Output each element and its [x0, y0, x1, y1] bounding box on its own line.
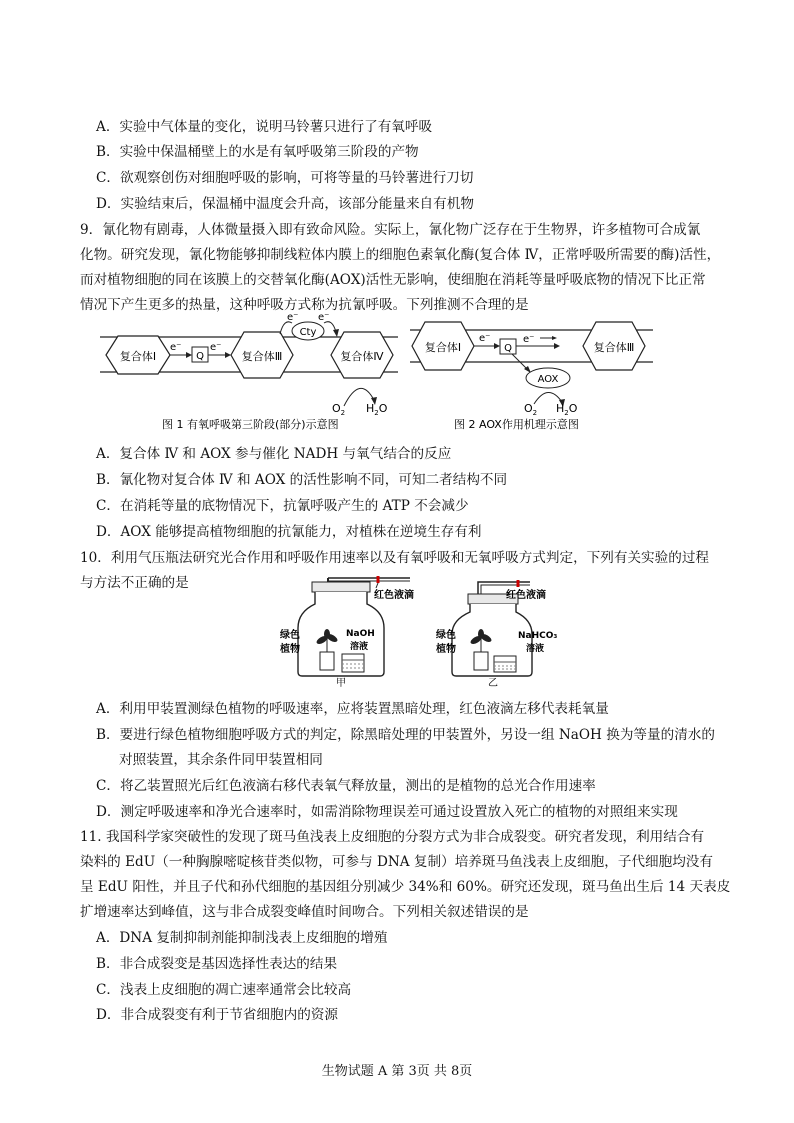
q9-stem-line: 9．氰化物有剧毒，人体微量摄入即有致命风险。实际上，氰化物广泛存在于生物界，许多植物可合成氰 [80, 222, 701, 238]
label-jia: 甲 [336, 678, 346, 688]
complex-4-label: 复合体Ⅳ [340, 350, 384, 363]
q11-option-a: A．DNA 复制抑制剂能抑制浅表上皮细胞的增殖 [96, 930, 388, 946]
plant-label-2: 植物 [280, 644, 300, 655]
plant-label-2: 植物 [436, 644, 456, 655]
q10-option-d: D．测定呼吸速率和净光合速率时，如需消除物理误差可通过设置放入死亡的植物的对照组来实现 [96, 804, 678, 820]
electron-label: e⁻ [210, 342, 222, 353]
cty-label: Cty [299, 327, 317, 338]
q9-option-b: B．氰化物对复合体 Ⅳ 和 AOX 的活性影响不同，可知二者结构不同 [96, 472, 508, 488]
nahco3-solution-label: 溶液 [526, 644, 545, 654]
aox-label: AOX [537, 374, 559, 385]
q9-figure [98, 312, 658, 434]
q11-stem-line: 染料的 EdU（一种胸腺嘧啶核苷类似物，可参与 DNA 复制）培养斑马鱼浅表上皮细胞，子代细胞均没有 [80, 854, 713, 870]
red-drop-label: 红色液滴 [374, 590, 414, 601]
q10-stem-line: 10．利用气压瓶法研究光合作用和呼吸作用速率以及有氧呼吸和无氧呼吸方式判定，下列有关实验的过程 [80, 550, 710, 566]
q11-option-c: C．浅表上皮细胞的凋亡速率通常会比较高 [96, 982, 352, 998]
complex-3-label: 复合体Ⅲ [593, 341, 635, 354]
q11-option-b: B．非合成裂变是基因选择性表达的结果 [96, 956, 338, 972]
label-yi: 乙 [488, 678, 498, 688]
complex-3-label: 复合体Ⅲ [241, 350, 283, 363]
naoh-label: NaOH [346, 629, 375, 639]
red-drop-label: 红色液滴 [506, 590, 546, 601]
q8-option-b: B．实验中保温桶壁上的水是有氧呼吸第三阶段的产物 [96, 144, 419, 160]
q8-option-a: A．实验中气体量的变化，说明马铃薯只进行了有氧呼吸 [96, 119, 433, 135]
electron-label: e⁻ [318, 312, 330, 323]
o2-label: $O_2$ [332, 402, 346, 417]
h2o-label: $H_2O$ [366, 402, 388, 417]
figure-1-caption: 图 1 有氧呼吸第三阶段(部分)示意图 [162, 418, 339, 431]
q9-option-d: D．AOX 能够提高植物细胞的抗氰能力，对植株在逆境生存有利 [96, 524, 482, 540]
q10-option-a: A．利用甲装置测绿色植物的呼吸速率，应将装置黑暗处理，红色液滴左移代表耗氧量 [96, 701, 609, 717]
q-label: Q [504, 343, 512, 354]
complex-1-label: 复合体Ⅰ [119, 350, 157, 363]
nahco3-label: NaHCO₃ [518, 631, 558, 641]
plant-label-1: 绿色 [280, 630, 300, 641]
electron-label: e⁻ [287, 312, 299, 323]
q10-option-c: C．将乙装置照光后红色液滴右移代表氧气释放量，测出的是植物的总光合作用速率 [96, 778, 596, 794]
q9-stem-line: 情况下产生更多的热量，这种呼吸方式称为抗氰呼吸。下列推测不合理的是 [80, 297, 529, 313]
q10-figure [280, 576, 570, 688]
q9-option-a: A．复合体 Ⅳ 和 AOX 参与催化 NADH 与氧气结合的反应 [96, 446, 452, 462]
q10-option-b-cont: 对照装置，其余条件同甲装置相同 [119, 752, 323, 768]
q11-stem-line: 扩增速率达到峰值，这与非合成裂变峰值时间吻合。下列相关叙述错误的是 [80, 904, 529, 920]
plant-label-1: 绿色 [436, 630, 456, 641]
q10-stem-line: 与方法不正确的是 [80, 575, 189, 591]
q-label: Q [196, 351, 204, 362]
complex-1-label: 复合体Ⅰ [424, 341, 462, 354]
page-footer: 生物试题 A 第 3页 共 8页 [321, 1064, 473, 1079]
electron-label: e⁻ [479, 333, 491, 344]
electron-label: e⁻ [170, 342, 182, 353]
q8-option-d: D．实验结束后，保温桶中温度会升高，该部分能量来自有机物 [96, 196, 474, 212]
electron-label: e⁻ [523, 334, 535, 345]
q9-option-c: C．在消耗等量的底物情况下，抗氰呼吸产生的 ATP 不会减少 [96, 498, 469, 514]
o2-label: $O_2$ [524, 402, 538, 417]
figure-2-caption: 图 2 AOX作用机理示意图 [454, 418, 579, 431]
q9-stem-line: 化物。研究发现，氰化物能够抑制线粒体内膜上的细胞色素氧化酶(复合体 Ⅳ，正常呼吸所需要的酶)活性， [80, 247, 721, 263]
q8-option-c: C．欲观察创伤对细胞呼吸的影响，可将等量的马铃薯进行刀切 [96, 170, 474, 186]
naoh-solution-label: 溶液 [350, 642, 369, 652]
q11-option-d: D．非合成裂变有利于节省细胞内的资源 [96, 1007, 338, 1023]
q10-option-b: B．要进行绿色植物细胞呼吸方式的判定，除黑暗处理的甲装置外，另设一组 NaOH 换为等量的清水的 [96, 727, 715, 743]
h2o-label: $H_2O$ [556, 402, 578, 417]
q11-stem-line: 11. 我国科学家突破性的发现了斑马鱼浅表上皮细胞的分裂方式为非合成裂变。研究者发现，利用结合有 [80, 829, 705, 845]
q11-stem-line: 呈 EdU 阳性，并且子代和孙代细胞的基因组分别减少 34%和 60%。研究还发现，斑马鱼出生后 14 天表皮 [80, 879, 731, 895]
q9-stem-line: 而对植物细胞的同在该膜上的交替氧化酶(AOX)活性无影响，使细胞在消耗等量呼吸底物的情况下比正常 [80, 272, 706, 288]
